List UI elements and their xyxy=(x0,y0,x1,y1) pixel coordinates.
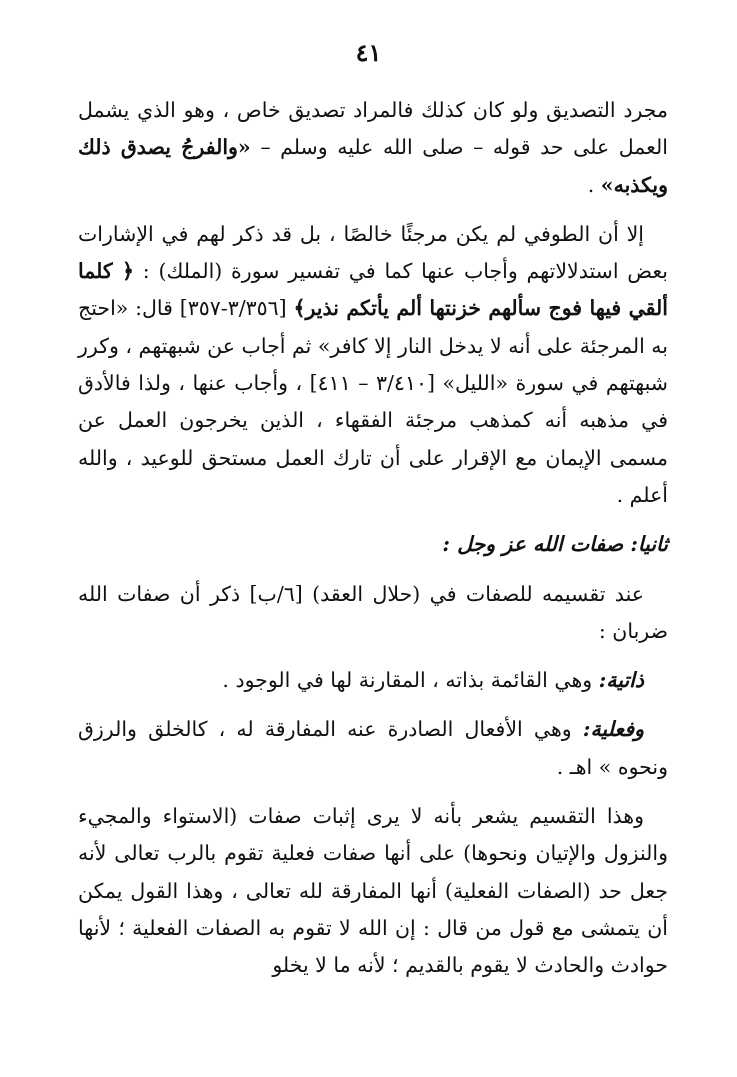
paragraph xyxy=(78,798,668,984)
paragraph xyxy=(78,711,668,786)
text-span: وهي القائمة بذاته ، المقارنة لها في الوجود . xyxy=(222,668,599,693)
text-span: إلا أن الطوفي لم يكن مرجئًا خالصًا ، بل قد ذكر لهم في الإشارات بعض استدلالاتهم وأجاب عنها كما في تفسير سورة (الملك) : xyxy=(78,221,668,284)
paragraph xyxy=(78,216,668,514)
text-span: وهذا التقسيم يشعر بأنه لا يرى إثبات صفات (الاستواء والمجيء والنزول والإتيان ونحوها) على أنها صفات فعلية تقوم بالرب تعالى لأنه جعل حد (الصفات الفعلية) أنها المفارقة لله تعالى ، وهذا القول يمكن أن يتمشى مع قول من قال : إن الله لا تقوم به الصفات الفعلية ؛ لأنها حوادث والحادث لا يقوم بالقديم ؛ لأنه ما لا يخلو xyxy=(78,804,668,978)
text-span: وهي الأفعال الصادرة عنه المفارقة له ، كالخلق والرزق ونحوه » اهـ . xyxy=(78,717,668,779)
page-number: ٤١ xyxy=(355,38,382,67)
section-heading xyxy=(78,526,668,563)
bold-span: «والفرجُ يصدق ذلك ويكذبه» xyxy=(78,135,668,197)
paragraph xyxy=(78,576,668,651)
bold-span: ثانيا: صفات الله عز وجل : xyxy=(442,532,668,557)
paragraph xyxy=(78,662,668,699)
bold-span: وفعلية: xyxy=(582,717,644,742)
paragraph xyxy=(78,92,668,204)
text-span: عند تقسيمه للصفات في (حلال العقد) [٦/ب] ذكر أن صفات الله ضربان : xyxy=(78,581,668,643)
text-body xyxy=(78,92,668,997)
text-span: . xyxy=(587,172,601,197)
text-span: مجرد التصديق ولو كان كذلك فالمراد تصديق خاص ، وهو الذي يشمل العمل على حد قوله – صلى الله عليه وسلم – xyxy=(78,98,668,160)
text-span: [٣/٣٥٦-٣٥٧] قال: «احتج به المرجئة على أنه لا يدخل النار إلا كافر» ثم أجاب عن شبهتهم ، وكرر شبهتهم في سورة «الليل» [٣/٤١٠ – ٤١١] ، وأجاب عنها ، ولذا فالأدق في مذهبه أنه كمذهب مرجئة الفقهاء ، الذين يخرجون العمل عن مسمى الإيمان مع الإقرار على أن تارك العمل مستحق للوعيد ، والله أعلم . xyxy=(78,296,668,507)
bold-span: ذاتية: xyxy=(598,668,644,693)
bold-span: ﴿ كلما ألقي فيها فوج سألهم خزنتها ألم يأتكم نذير﴾ xyxy=(78,259,668,321)
